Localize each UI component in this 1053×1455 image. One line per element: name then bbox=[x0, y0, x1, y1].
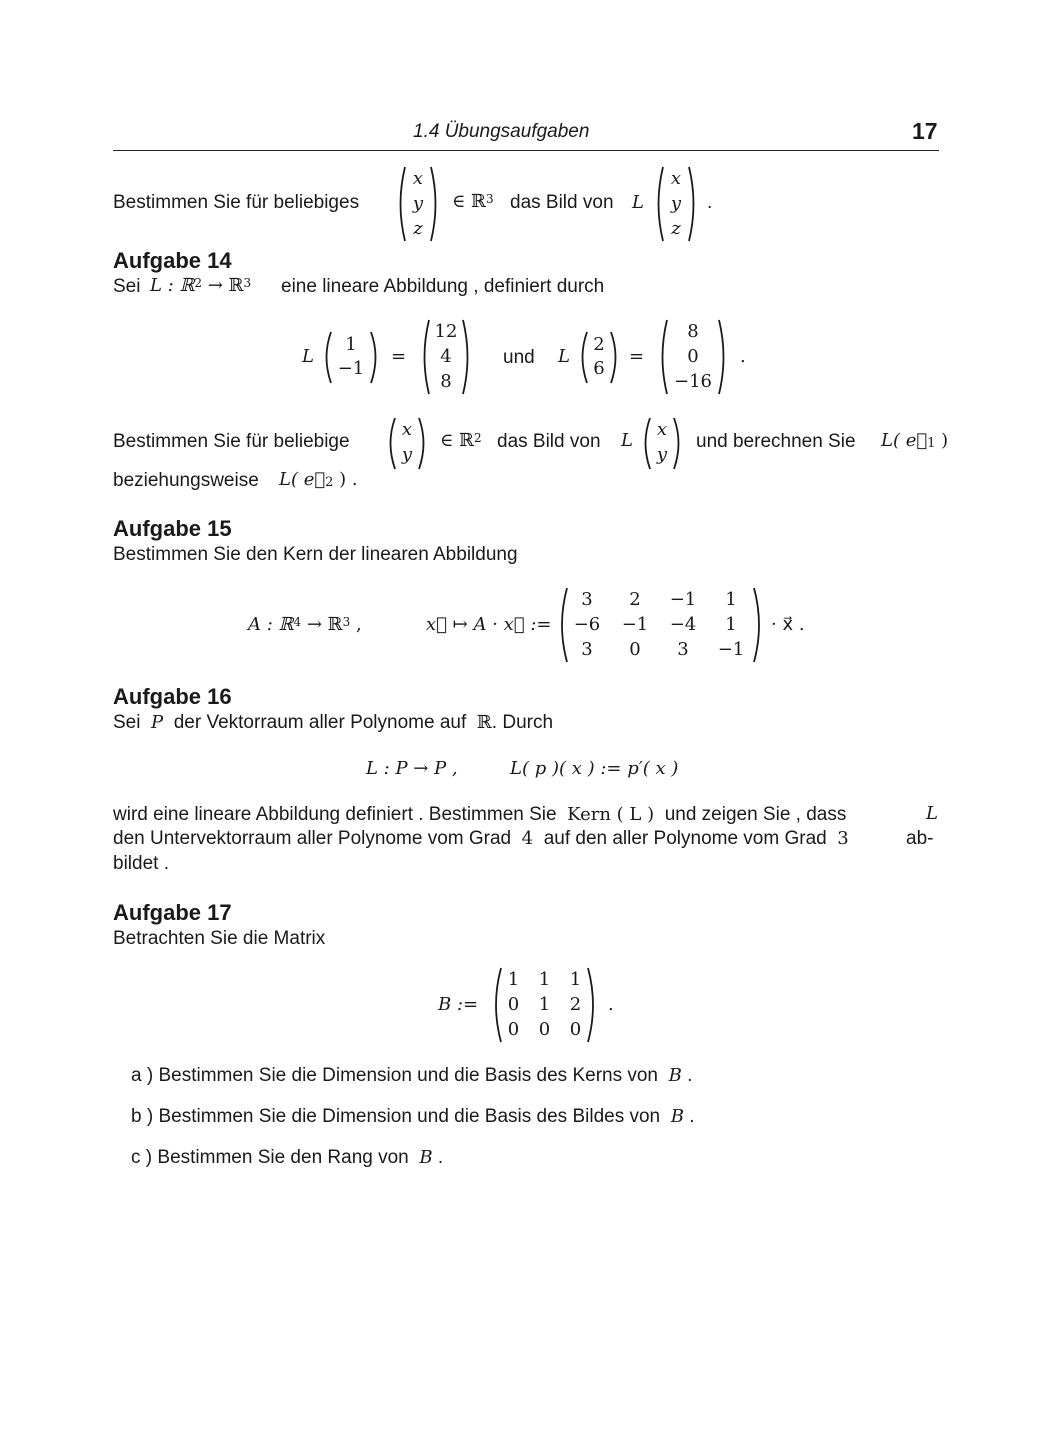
left-paren bbox=[657, 318, 669, 396]
right-paren bbox=[417, 416, 429, 471]
a14-sei: Sei bbox=[113, 276, 141, 297]
vec-entry: x bbox=[670, 168, 682, 189]
vec-entry: 1 bbox=[345, 334, 357, 355]
a14-line2-mid: das Bild von bbox=[497, 431, 601, 452]
list-item: c ) Bestimmen Sie den Rang von B . bbox=[131, 1147, 444, 1168]
vec-entry: 6 bbox=[593, 358, 605, 379]
und-text: und bbox=[503, 347, 535, 368]
operator-L: L bbox=[926, 803, 938, 824]
left-paren bbox=[577, 330, 589, 385]
a15-map: A : ℝ$^4$ → ℝ$^3$ , bbox=[248, 614, 362, 635]
vec-entry: 4 bbox=[440, 346, 452, 367]
left-paren bbox=[395, 165, 407, 243]
vec-entry: x bbox=[401, 419, 413, 440]
matrix-cell: 3 bbox=[581, 639, 593, 660]
intro-mid: das Bild von bbox=[510, 192, 614, 213]
equals-sign: = bbox=[391, 346, 407, 367]
left-paren bbox=[640, 416, 652, 471]
right-paren bbox=[717, 318, 729, 396]
matrix-B-label: B := bbox=[438, 994, 479, 1015]
list-item: b ) Bestimmen Sie die Dimension und die Basis des Bildes von B . bbox=[131, 1106, 695, 1127]
right-paren bbox=[687, 165, 699, 243]
matrix-cell: 1 bbox=[725, 614, 737, 635]
a15-tail: · x⃗ . bbox=[771, 614, 805, 635]
vec-entry: 2 bbox=[593, 334, 605, 355]
heading-aufgabe-17: Aufgabe 17 bbox=[113, 900, 232, 925]
matrix-cell: 0 bbox=[538, 1019, 551, 1040]
vec-entry: 0 bbox=[687, 346, 699, 367]
matrix-cell: 1 bbox=[507, 969, 520, 990]
matrix-cell: 0 bbox=[507, 1019, 520, 1040]
vec-entry: x bbox=[656, 419, 668, 440]
right-paren bbox=[752, 586, 765, 664]
running-header-title: 1.4 Übungsaufgaben bbox=[413, 121, 590, 142]
a16-formula-map: L : P → P , bbox=[366, 758, 458, 779]
operator-L: L bbox=[621, 430, 633, 451]
a14-line2-rest: und berechnen Sie bbox=[696, 431, 856, 452]
matrix-cell: 0 bbox=[507, 994, 520, 1015]
operator-L: L bbox=[632, 192, 644, 213]
period: . bbox=[608, 994, 614, 1015]
period: . bbox=[707, 192, 713, 213]
a14-map: L : ℝ$^2$ → ℝ$^3$ bbox=[150, 275, 252, 296]
operator-L: L bbox=[302, 346, 314, 367]
equals-sign: = bbox=[629, 346, 645, 367]
matrix-cell: −1 bbox=[621, 614, 649, 635]
vec-entry: 8 bbox=[440, 371, 452, 392]
a16-line1: Sei P der Vektorraum aller Polynome auf ℝ. Durch bbox=[113, 712, 554, 733]
a16-line4: bildet . bbox=[113, 853, 169, 874]
right-paren bbox=[369, 330, 381, 385]
right-paren bbox=[429, 165, 441, 243]
heading-aufgabe-15: Aufgabe 15 bbox=[113, 516, 232, 541]
a17-text: Betrachten Sie die Matrix bbox=[113, 928, 326, 949]
matrix-cell: 3 bbox=[677, 639, 689, 660]
left-paren bbox=[419, 318, 431, 396]
matrix-cell: 1 bbox=[538, 969, 551, 990]
vec-entry: y bbox=[412, 193, 424, 214]
L-e2: L( $e⃗_2$ ) . bbox=[279, 469, 358, 490]
a16-hyphen: ab- bbox=[906, 828, 934, 849]
vec-entry: 8 bbox=[687, 321, 699, 342]
left-paren bbox=[653, 165, 665, 243]
set-membership: ∈ ℝ$^3$ bbox=[452, 191, 494, 212]
vec-entry: −1 bbox=[337, 358, 365, 379]
heading-aufgabe-14: Aufgabe 14 bbox=[113, 248, 232, 273]
intro-lead: Bestimmen Sie für beliebiges bbox=[113, 192, 360, 213]
vec-entry: y bbox=[670, 193, 682, 214]
matrix-cell: 1 bbox=[538, 994, 551, 1015]
left-paren bbox=[321, 330, 333, 385]
L-e1: L( $e⃗_1$ ) bbox=[881, 430, 949, 451]
right-paren bbox=[461, 318, 473, 396]
a15-text: Bestimmen Sie den Kern der linearen Abbildung bbox=[113, 544, 518, 565]
period: . bbox=[740, 346, 746, 367]
vec-entry: z bbox=[671, 218, 681, 239]
header-rule bbox=[113, 150, 939, 151]
matrix-cell: −6 bbox=[573, 614, 601, 635]
heading-aufgabe-16: Aufgabe 16 bbox=[113, 684, 232, 709]
a15-assign: x⃗ ↦ A · x⃗ := bbox=[426, 614, 552, 635]
a14-line2-lead: Bestimmen Sie für beliebige bbox=[113, 431, 350, 452]
a16-formula-def: L( p )( x ) := p′( x ) bbox=[510, 758, 679, 779]
set-membership: ∈ ℝ$^2$ bbox=[440, 430, 482, 451]
a14-line3-text: beziehungsweise bbox=[113, 470, 259, 491]
matrix-cell: −1 bbox=[669, 589, 697, 610]
vec-entry: y bbox=[401, 444, 413, 465]
page-number: 17 bbox=[912, 118, 938, 144]
matrix-cell: 0 bbox=[569, 1019, 582, 1040]
matrix-cell: −1 bbox=[717, 639, 745, 660]
right-paren bbox=[586, 966, 599, 1044]
vec-entry: x bbox=[412, 168, 424, 189]
vec-entry: y bbox=[656, 444, 668, 465]
a14-line1-rest: eine lineare Abbildung , definiert durch bbox=[281, 276, 605, 297]
right-paren bbox=[609, 330, 621, 385]
operator-L: L bbox=[558, 346, 570, 367]
right-paren bbox=[672, 416, 684, 471]
matrix-cell: 3 bbox=[581, 589, 593, 610]
vec-entry: −16 bbox=[674, 371, 712, 392]
left-paren bbox=[385, 416, 397, 471]
matrix-cell: 0 bbox=[629, 639, 641, 660]
vec-entry: z bbox=[413, 218, 423, 239]
matrix-cell: −4 bbox=[669, 614, 697, 635]
vec-entry: 12 bbox=[434, 321, 458, 342]
matrix-cell: 2 bbox=[629, 589, 641, 610]
matrix-cell: 2 bbox=[569, 994, 582, 1015]
matrix-cell: 1 bbox=[569, 969, 582, 990]
a16-line2: wird eine lineare Abbildung definiert . Bestimmen Sie Kern ( L ) und zeigen Sie , dass bbox=[113, 804, 847, 825]
list-item: a ) Bestimmen Sie die Dimension und die Basis des Kerns von B . bbox=[131, 1065, 693, 1086]
matrix-cell: 1 bbox=[725, 589, 737, 610]
a16-line3: den Untervektorraum aller Polynome vom Grad 4 auf den aller Polynome vom Grad 3 bbox=[113, 828, 849, 849]
